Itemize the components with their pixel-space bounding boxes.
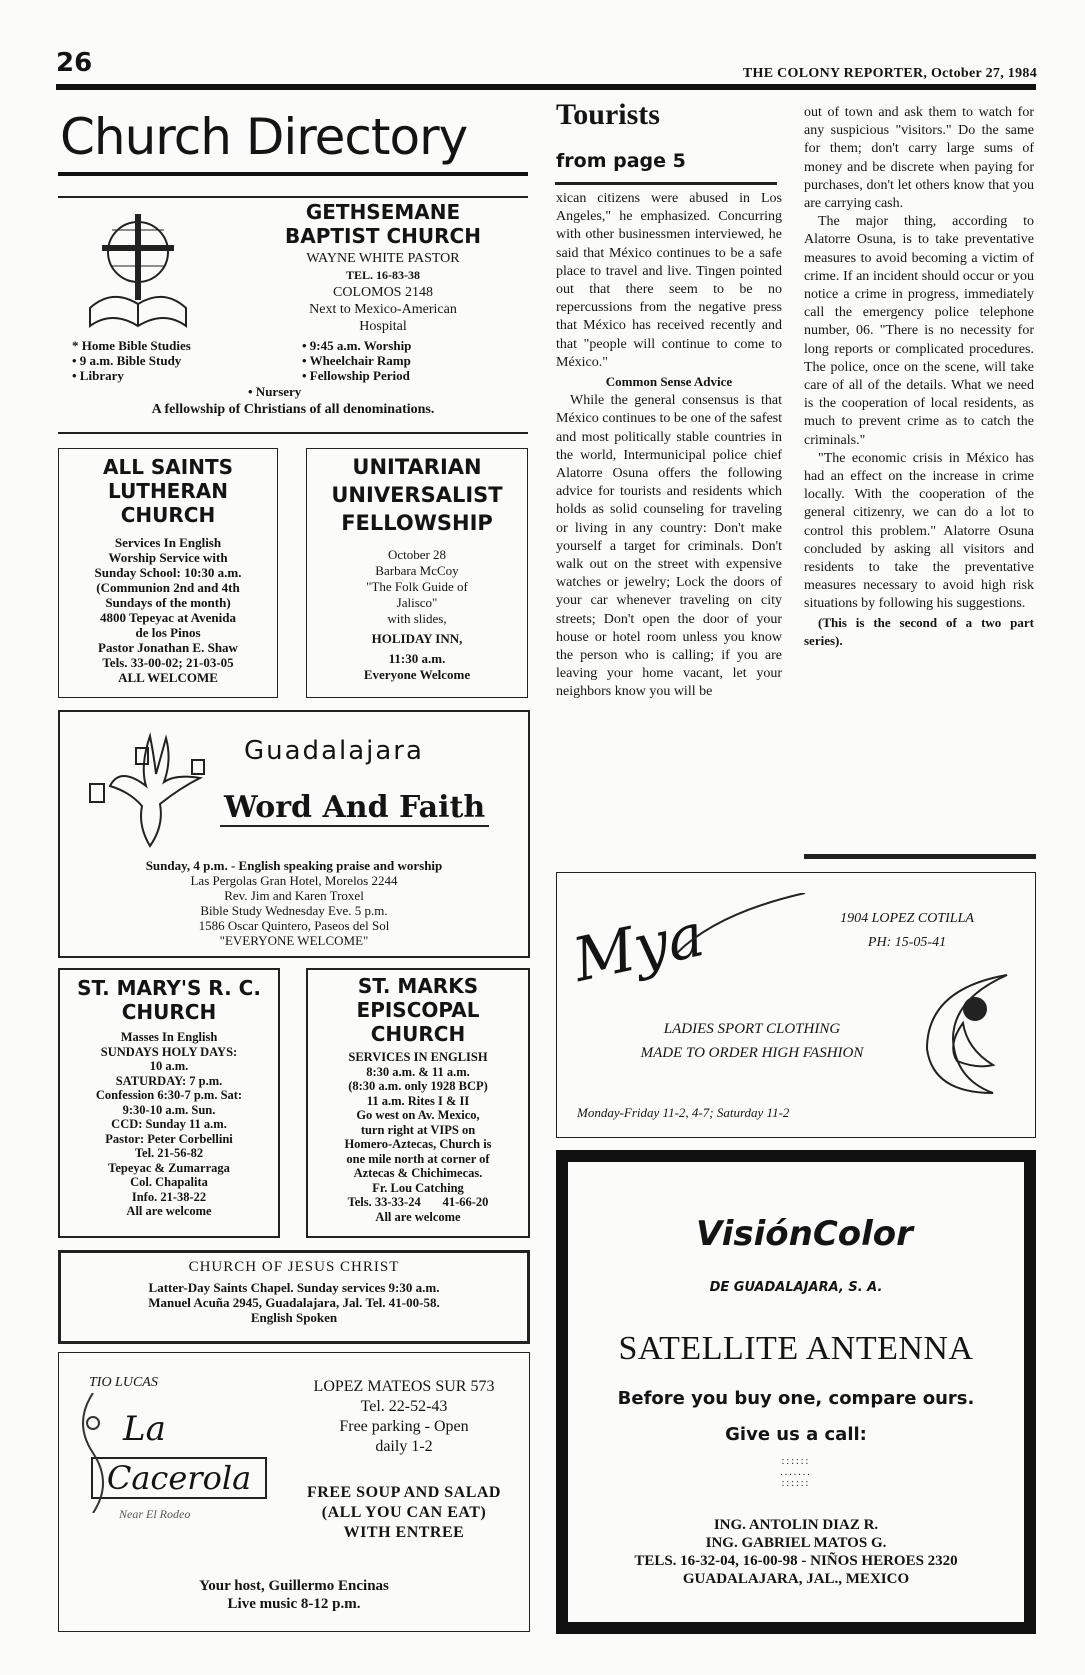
info-line: Aztecas & Chichimecas. — [353, 1166, 483, 1180]
ministry-title: Guadalajara — [244, 736, 424, 766]
logo-text: VisiónColor — [696, 1214, 913, 1254]
music: Live music 8-12 p.m. — [227, 1596, 361, 1612]
top-rule — [56, 84, 1036, 90]
article-subtitle: from page 5 — [556, 150, 686, 172]
ad-line: Give us a call: — [725, 1424, 867, 1445]
cross-bible-icon — [82, 208, 194, 332]
logo-name: Cacerola — [91, 1457, 267, 1499]
info-line: de los Pinos — [135, 625, 201, 640]
info-line: Tepeyac & Zumarraga — [108, 1160, 230, 1175]
ministry-title: Word And Faith — [220, 790, 489, 827]
church-name: CHURCH OF JESUS CHRIST — [188, 1259, 400, 1275]
info-line: "The Folk Guide of — [366, 579, 468, 594]
article-paragraph: "The economic crisis in México has had an effect on the increase in crime locally. With the cooperation of the general citizenry, we can do a lot to control this problem." Alatorre Osuna concluded by asking all visitors and residents to take the preventative measures necessary to avoid high risk situations by following his suggestions. — [804, 450, 1034, 612]
address: 1904 LOPEZ COTILLA — [840, 911, 974, 926]
info-line: Sunday School: 10:30 a.m. — [94, 565, 242, 580]
info-line: MADE TO ORDER HIGH FASHION — [640, 1045, 864, 1061]
church-name: EPISCOPAL — [356, 998, 480, 1022]
info-line: Fr. Lou Catching — [372, 1180, 464, 1195]
gethsemane-listing — [58, 196, 528, 434]
visioncolor-ad — [556, 1150, 1036, 1634]
list-item: • Fellowship Period — [302, 368, 410, 383]
church-name: GETHSEMANE — [305, 200, 461, 224]
info-line: Manuel Acuña 2945, Guadalajara, Jal. Tel. 41-00-58. — [148, 1295, 440, 1310]
info-line: Pastor: Peter Corbellini — [105, 1131, 233, 1146]
dove-flame-icon — [80, 726, 210, 856]
series-note: (This is the second of a two part series). — [804, 614, 1034, 648]
info-line: turn right at VIPS on — [360, 1122, 476, 1137]
dots-decoration: :::::: ....... :::::: — [780, 1456, 812, 1489]
company-sub: DE GUADALAJARA, S. A. — [709, 1280, 883, 1295]
info-line: Go west on Av. Mexico, — [356, 1108, 480, 1122]
location: Next to Mexico-American — [309, 302, 457, 317]
info-line: (Communion 2nd and 4th — [96, 580, 240, 595]
church-name: CHURCH — [120, 503, 216, 527]
logo-text: TIO LUCAS — [89, 1375, 158, 1390]
contact: ING. ANTOLIN DIAZ R. — [713, 1517, 879, 1533]
page-number: 26 — [56, 48, 93, 78]
article-paragraph: The major thing, according to Alatorre Osuna, is to take preventative measures to avoid becoming a victim of crime. If an incident should occur or you notice a crime in progress, immediately call the emergency police telephone number, 06. "There is no necessity for long reports or complicated procedures. The police, once on the scene, will take care of all of the details. What we need is the cooperation of local residents, as much to prevent crime as to catch the criminals." — [804, 214, 1034, 448]
info-line: English Spoken — [250, 1310, 338, 1325]
mya-ad — [556, 872, 1036, 1138]
logo-text: Near El Rodeo — [119, 1507, 191, 1521]
host: Your host, Guillermo Encinas — [199, 1578, 389, 1594]
list-item: • Library — [72, 368, 124, 383]
article-paragraph: out of town and ask them to watch for any suspicious "visitors." Do the same for them; don't carry large sums of money and be discrete when paying for purchases, don't let others know that you are carrying cash. — [804, 105, 1034, 212]
info-line: 1586 Oscar Quintero, Paseos del Sol — [198, 918, 390, 933]
info-line: October 28 — [387, 547, 447, 562]
hours: Monday-Friday 11-2, 4-7; Saturday 11-2 — [577, 1105, 790, 1120]
info-line: LADIES SPORT CLOTHING — [663, 1021, 841, 1037]
info-line: Bible Study Wednesday Eve. 5 p.m. — [200, 903, 388, 918]
church-name: ALL SAINTS — [102, 455, 234, 479]
church-name: BAPTIST CHURCH — [285, 224, 481, 248]
article-paragraph: While the general consensus is that México continues to be one of the safest and most politically stable countries in the world, Intermunicipal police chief Alatorre Osuna offers the following advice for tourists and residents which holds as solid counseling for traveling or living in any country: Don't make yourself a target for criminals. Don't walk out on the street with expensive watches or jewelry; Lock the doors of your car whenever traveling on city streets; Don't open the door of your house or hotel room unless you know the person who is calling; if you are leaving your home vacant, let your neighbors know you will be — [556, 393, 782, 700]
info-line: Masses In English — [120, 1030, 218, 1044]
info-line: Pastor Jonathan E. Shaw — [98, 640, 238, 655]
info-line: ALL WELCOME — [118, 670, 218, 685]
list-item: * Home Bible Studies — [72, 338, 191, 353]
info-line: Info. 21-38-22 — [131, 1189, 207, 1204]
info-line: SUNDAYS HOLY DAYS: — [100, 1044, 238, 1059]
directory-title: Church Directory — [60, 108, 468, 166]
church-name: CHURCH — [121, 1000, 217, 1024]
info-line: 4800 Tepeyac at Avenida — [100, 610, 236, 625]
info-line: with slides, — [387, 611, 447, 626]
info-line: Free parking - Open — [339, 1418, 469, 1435]
info-line: All are welcome — [375, 1209, 461, 1224]
church-name: CHURCH — [370, 1022, 466, 1046]
info-line: (8:30 a.m. only 1928 BCP) — [348, 1079, 488, 1093]
address: COLOMOS 2148 — [333, 285, 433, 300]
info-line: Tels. 33-33-24 41-66-20 — [347, 1195, 489, 1209]
info-line: Confession 6:30-7 p.m. Sat: — [95, 1088, 243, 1102]
all-saints-listing — [58, 448, 278, 698]
telephone: TELS. 16-32-04, 16-00-98 - NIÑOS HEROES 2320 — [634, 1553, 958, 1569]
address: LOPEZ MATEOS SUR 573 — [313, 1378, 495, 1395]
info-line: SATURDAY: 7 p.m. — [115, 1073, 223, 1088]
info-line: 9:30-10 a.m. Sun. — [122, 1102, 216, 1117]
welcome: Everyone Welcome — [363, 667, 471, 682]
info-line: Rev. Jim and Karen Troxel — [224, 888, 364, 903]
info-line: daily 1-2 — [375, 1438, 433, 1455]
info-line: one mile north at corner of — [346, 1151, 490, 1166]
promo-line: (ALL YOU CAN EAT) — [321, 1504, 487, 1521]
church-name: UNIVERSALIST — [331, 483, 503, 507]
title-rule — [58, 172, 528, 176]
article-column-1 — [556, 190, 782, 702]
info-line: Sunday, 4 p.m. - English speaking praise and worship — [145, 858, 443, 873]
ad-headline: SATELLITE ANTENNA — [618, 1330, 974, 1367]
info-line: All are welcome — [126, 1204, 212, 1218]
info-line: Barbara McCoy — [375, 563, 459, 578]
fellowship-note: A fellowship of Christians of all denominations. — [151, 402, 435, 417]
st-marys-listing — [58, 968, 280, 1238]
list-item: • 9 a.m. Bible Study — [72, 353, 182, 368]
time: 11:30 a.m. — [388, 651, 446, 666]
list-item: • 9:45 a.m. Worship — [302, 338, 412, 353]
article-title: Tourists — [556, 98, 660, 131]
info-line: Services In English — [114, 535, 222, 550]
church-name: ST. MARKS — [357, 974, 479, 998]
word-and-faith-listing — [58, 710, 530, 958]
church-name: ST. MARY'S R. C. — [77, 976, 261, 1000]
swoosh-decoration — [677, 893, 807, 963]
info-line: Worship Service with — [108, 550, 228, 565]
latter-day-listing — [58, 1250, 530, 1344]
pot-decoration-icon — [73, 1393, 113, 1513]
info-line: 8:30 a.m. & 11 a.m. — [366, 1064, 470, 1079]
pastor: WAYNE WHITE PASTOR — [306, 251, 460, 266]
article-paragraph: xican citizens were abused in Los Angeles," he emphasized. Concurring with other businessmen interviewed, he said that México continues to be a safe place to travel and live. Tingen pointed out that there seem to be no repercussions from the negative press that México has received recently and that "people will continue to come to México." — [556, 191, 782, 370]
telephone: PH: 15-05-41 — [867, 935, 947, 950]
contact: ING. GABRIEL MATOS G. — [705, 1535, 887, 1551]
info-line: Jalisco" — [396, 595, 438, 610]
ad-line: Before you buy one, compare ours. — [617, 1388, 975, 1409]
unitarian-listing — [306, 448, 528, 698]
cacerola-ad — [58, 1352, 530, 1632]
info-line: SERVICES IN ENGLISH — [348, 1050, 488, 1064]
info-line: Col. Chapalita — [130, 1175, 208, 1189]
masthead: THE COLONY REPORTER, October 27, 1984 — [742, 66, 1037, 81]
st-marks-listing — [306, 968, 530, 1238]
promo-line: WITH ENTREE — [343, 1524, 465, 1541]
info-line: Sundays of the month) — [105, 595, 231, 610]
info-line: Tels. 33-00-02; 21-03-05 — [102, 655, 234, 670]
info-line: 10 a.m. — [149, 1059, 189, 1073]
venue: HOLIDAY INN, — [371, 631, 463, 646]
church-name: LUTHERAN — [108, 479, 228, 503]
subtitle-rule — [555, 182, 777, 185]
church-name: UNITARIAN — [352, 455, 482, 479]
info-line: 11 a.m. Rites I & II — [366, 1093, 470, 1108]
logo-text: La — [123, 1409, 166, 1449]
list-item: • Nursery — [248, 384, 302, 399]
info-line: "EVERYONE WELCOME" — [219, 933, 369, 948]
telephone: TEL. 16-83-38 — [345, 268, 420, 282]
article-column-2 — [804, 104, 1034, 650]
city: GUADALAJARA, JAL., MEXICO — [682, 1571, 910, 1587]
info-line: Las Pergolas Gran Hotel, Morelos 2244 — [190, 873, 398, 888]
promo-line: FREE SOUP AND SALAD — [307, 1484, 501, 1501]
telephone: Tel. 22-52-43 — [360, 1398, 448, 1415]
info-line: Homero-Aztecas, Church is — [344, 1137, 492, 1151]
info-line: Tel. 21-56-82 — [134, 1146, 204, 1160]
info-line: Latter-Day Saints Chapel. Sunday services 9:30 a.m. — [148, 1280, 440, 1295]
mya-logo: Mya — [567, 900, 710, 996]
visioncolor-logo — [696, 1214, 913, 1254]
article-end-rule — [804, 854, 1036, 859]
church-name: FELLOWSHIP — [341, 511, 493, 535]
article-subhead: Common Sense Advice — [605, 374, 733, 390]
list-item: • Wheelchair Ramp — [302, 353, 411, 368]
location: Hospital — [359, 319, 407, 334]
info-line: CCD: Sunday 11 a.m. — [111, 1117, 227, 1131]
